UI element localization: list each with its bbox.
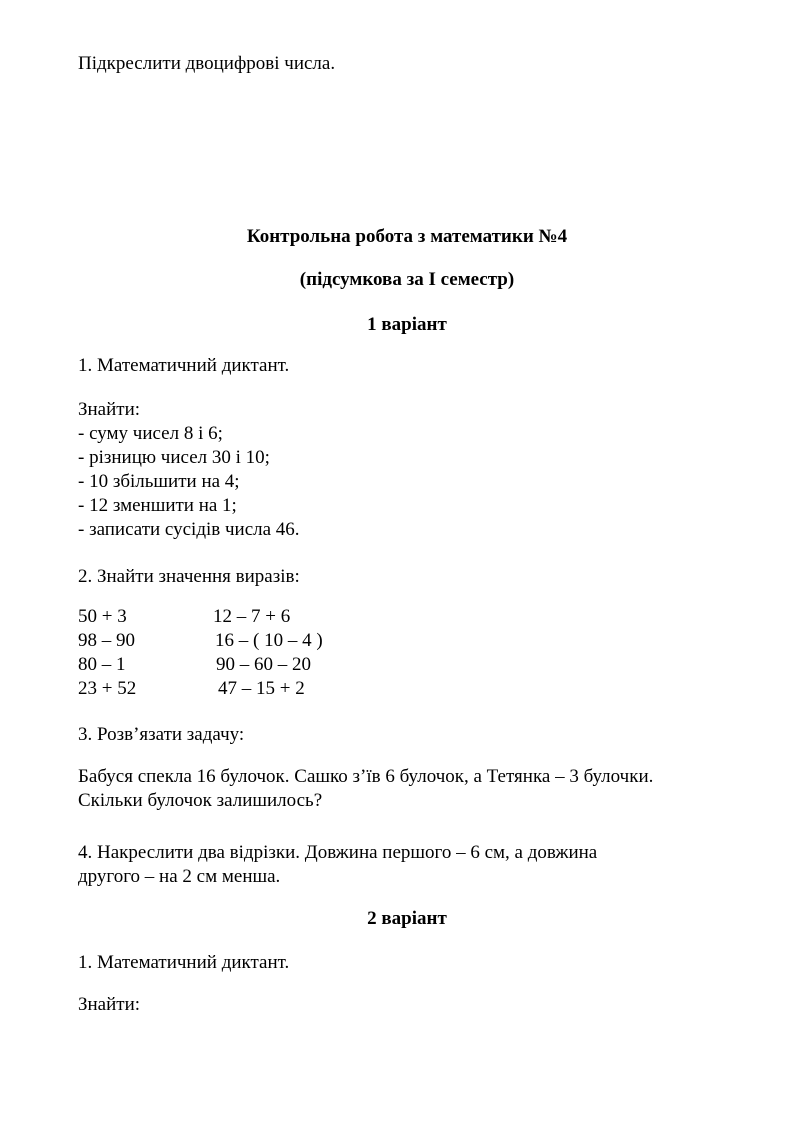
v1-task4-line1: 4. Накреслити два відрізки. Довжина першого – 6 см, а довжина — [78, 842, 598, 863]
expression: 90 – 60 – 20 — [216, 654, 311, 675]
list-item: - різницю чисел 30 і 10; — [78, 447, 270, 468]
list-item: - записати сусідів числа 46. — [78, 519, 300, 540]
expression: 12 – 7 + 6 — [213, 606, 291, 627]
v1-task3-problem-line2: Скільки булочок залишилось? — [78, 790, 323, 811]
v1-find-label: Знайти: — [78, 399, 141, 420]
v1-task3-label: 3. Розв’язати задачу: — [78, 724, 245, 745]
expression: 23 + 52 — [78, 678, 137, 699]
v2-task1-label: 1. Математичний диктант. — [78, 952, 290, 973]
variant-1-heading: 1 варіант — [367, 314, 447, 335]
expression: 98 – 90 — [78, 630, 135, 651]
list-item: - 10 збільшити на 4; — [78, 471, 240, 492]
document-title: Контрольна робота з математики №4 — [246, 226, 568, 247]
expression: 50 + 3 — [78, 606, 127, 627]
document-subtitle: (підсумкова за І семестр) — [299, 269, 515, 290]
v1-task1-label: 1. Математичний диктант. — [78, 355, 290, 376]
expression: 47 – 15 + 2 — [218, 678, 305, 699]
expression: 16 – ( 10 – 4 ) — [215, 630, 323, 651]
list-item: - суму чисел 8 і 6; — [78, 423, 223, 444]
expression: 80 – 1 — [78, 654, 126, 675]
v1-task2-label: 2. Знайти значення виразів: — [78, 566, 300, 587]
v1-task3-problem-line1: Бабуся спекла 16 булочок. Сашко з’їв 6 булочок, а Тетянка – 3 булочки. — [78, 766, 654, 787]
variant-2-heading: 2 варіант — [367, 908, 447, 929]
v1-task4-line2: другого – на 2 см менша. — [78, 866, 281, 887]
list-item: - 12 зменшити на 1; — [78, 495, 237, 516]
intro-text: Підкреслити двоцифрові числа. — [78, 53, 336, 74]
v1-task2-left-column — [78, 605, 136, 701]
v1-task1-list — [78, 398, 300, 542]
v2-find-label: Знайти: — [78, 994, 141, 1015]
